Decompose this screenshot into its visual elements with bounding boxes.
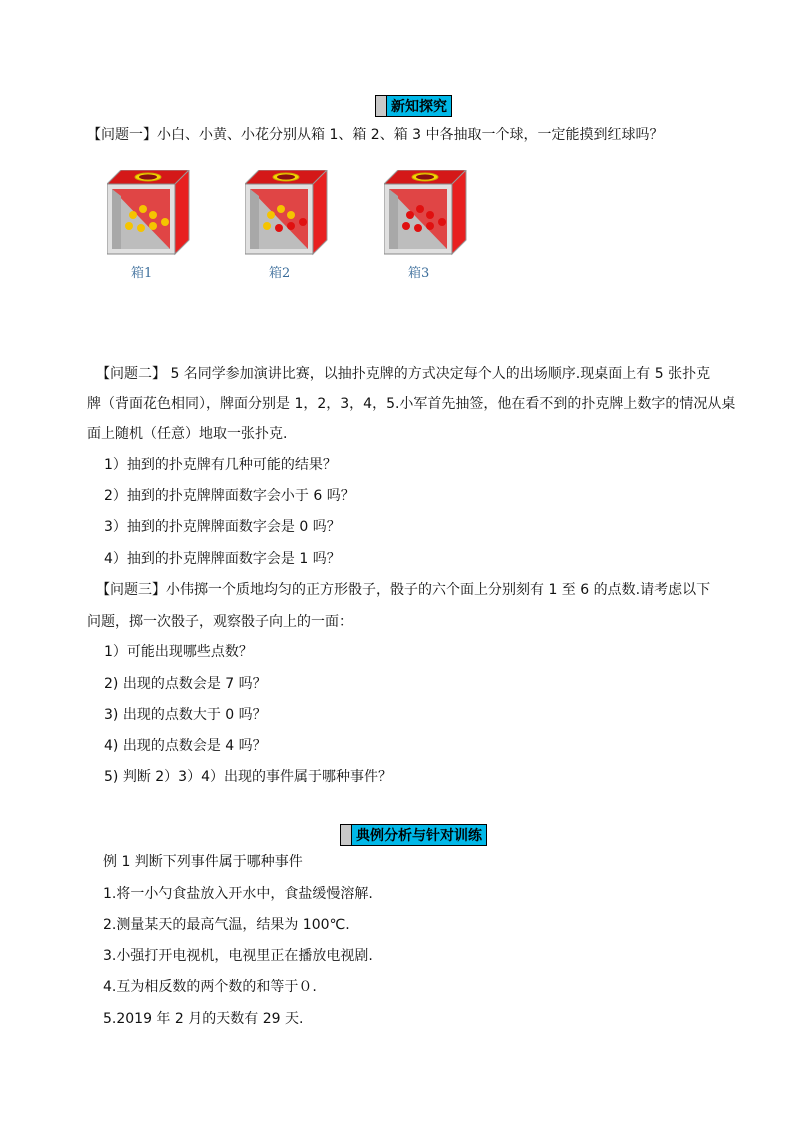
question-3-line2: 问题，掷一次骰子，观察骰子向上的一面： <box>87 614 353 630</box>
ball-box-3 <box>384 170 468 256</box>
ball <box>277 205 285 213</box>
ball <box>275 224 283 232</box>
question-2-item: 2）抽到的扑克牌牌面数字会小于 6 吗？ <box>104 488 355 504</box>
example-1-item: 4.互为相反数的两个数的和等于０. <box>103 979 317 995</box>
question-2-line2: 牌（背面花色相同），牌面分别是 1，2，3，4，5.小军首先抽签，他在看不到的扑克牌上数字的情况从桌 <box>87 396 736 412</box>
example-1-title: 例 1 判断下列事件属于哪种事件 <box>103 854 303 870</box>
ball <box>161 218 169 226</box>
ball <box>416 205 424 213</box>
question-3-item: 5) 判断 2）3）4）出现的事件属于哪种事件？ <box>104 769 392 785</box>
ball <box>406 211 414 219</box>
question-2-line3: 面上随机（任意）地取一张扑克. <box>87 426 288 442</box>
question-2-item: 4）抽到的扑克牌牌面数字会是 1 吗？ <box>104 551 341 567</box>
ball <box>139 205 147 213</box>
section-marker <box>341 825 352 845</box>
question-2-item: 1）抽到的扑克牌有几种可能的结果？ <box>104 457 337 473</box>
question-2-item: 3）抽到的扑克牌牌面数字会是 0 吗？ <box>104 519 341 535</box>
question-1-text: 【问题一】小白、小黄、小花分别从箱 1、箱 2、箱 3 中各抽取一个球，一定能摸到红球吗？ <box>87 127 664 143</box>
ball <box>129 211 137 219</box>
ball <box>426 222 434 230</box>
section-header-new-knowledge <box>375 95 452 117</box>
box-label: 箱3 <box>408 266 430 281</box>
section-marker <box>376 96 387 116</box>
box-label: 箱1 <box>131 266 153 281</box>
ball <box>402 222 410 230</box>
ball <box>137 224 145 232</box>
question-3-item: 3) 出现的点数大于 0 吗？ <box>104 707 267 723</box>
section-header-examples <box>340 824 487 846</box>
ball <box>267 211 275 219</box>
ball <box>149 222 157 230</box>
ball <box>426 211 434 219</box>
question-3-item: 2) 出现的点数会是 7 吗？ <box>104 676 267 692</box>
ball-box-1 <box>107 170 191 256</box>
question-3-line1: 【问题三】小伟掷一个质地均匀的正方形骰子，骰子的六个面上分别刻有 1 至 6 的点数.请考虑以下 <box>96 582 711 598</box>
ball <box>287 222 295 230</box>
question-3-item: 4) 出现的点数会是 4 吗？ <box>104 738 267 754</box>
ball <box>149 211 157 219</box>
example-1-item: 3.小强打开电视机，电视里正在播放电视剧. <box>103 948 373 964</box>
ball <box>414 224 422 232</box>
section-title: 新知探究 <box>387 96 451 116</box>
example-1-item: 1.将一小勺食盐放入开水中，食盐缓慢溶解. <box>103 886 373 902</box>
ball <box>299 218 307 226</box>
ball-box-2 <box>245 170 329 256</box>
section-title: 典例分析与针对训练 <box>352 825 486 845</box>
example-1-item: 2.测量某天的最高气温，结果为 100℃. <box>103 917 350 933</box>
ball <box>125 222 133 230</box>
question-3-item: 1）可能出现哪些点数？ <box>104 644 253 660</box>
example-1-item: 5.2019 年 2 月的天数有 29 天. <box>103 1011 304 1027</box>
ball <box>438 218 446 226</box>
ball <box>263 222 271 230</box>
ball <box>287 211 295 219</box>
box-label: 箱2 <box>269 266 291 281</box>
question-2-line1: 【问题二】 5 名同学参加演讲比赛，以抽扑克牌的方式决定每个人的出场顺序.现桌面上有 5 张扑克 <box>96 366 711 382</box>
